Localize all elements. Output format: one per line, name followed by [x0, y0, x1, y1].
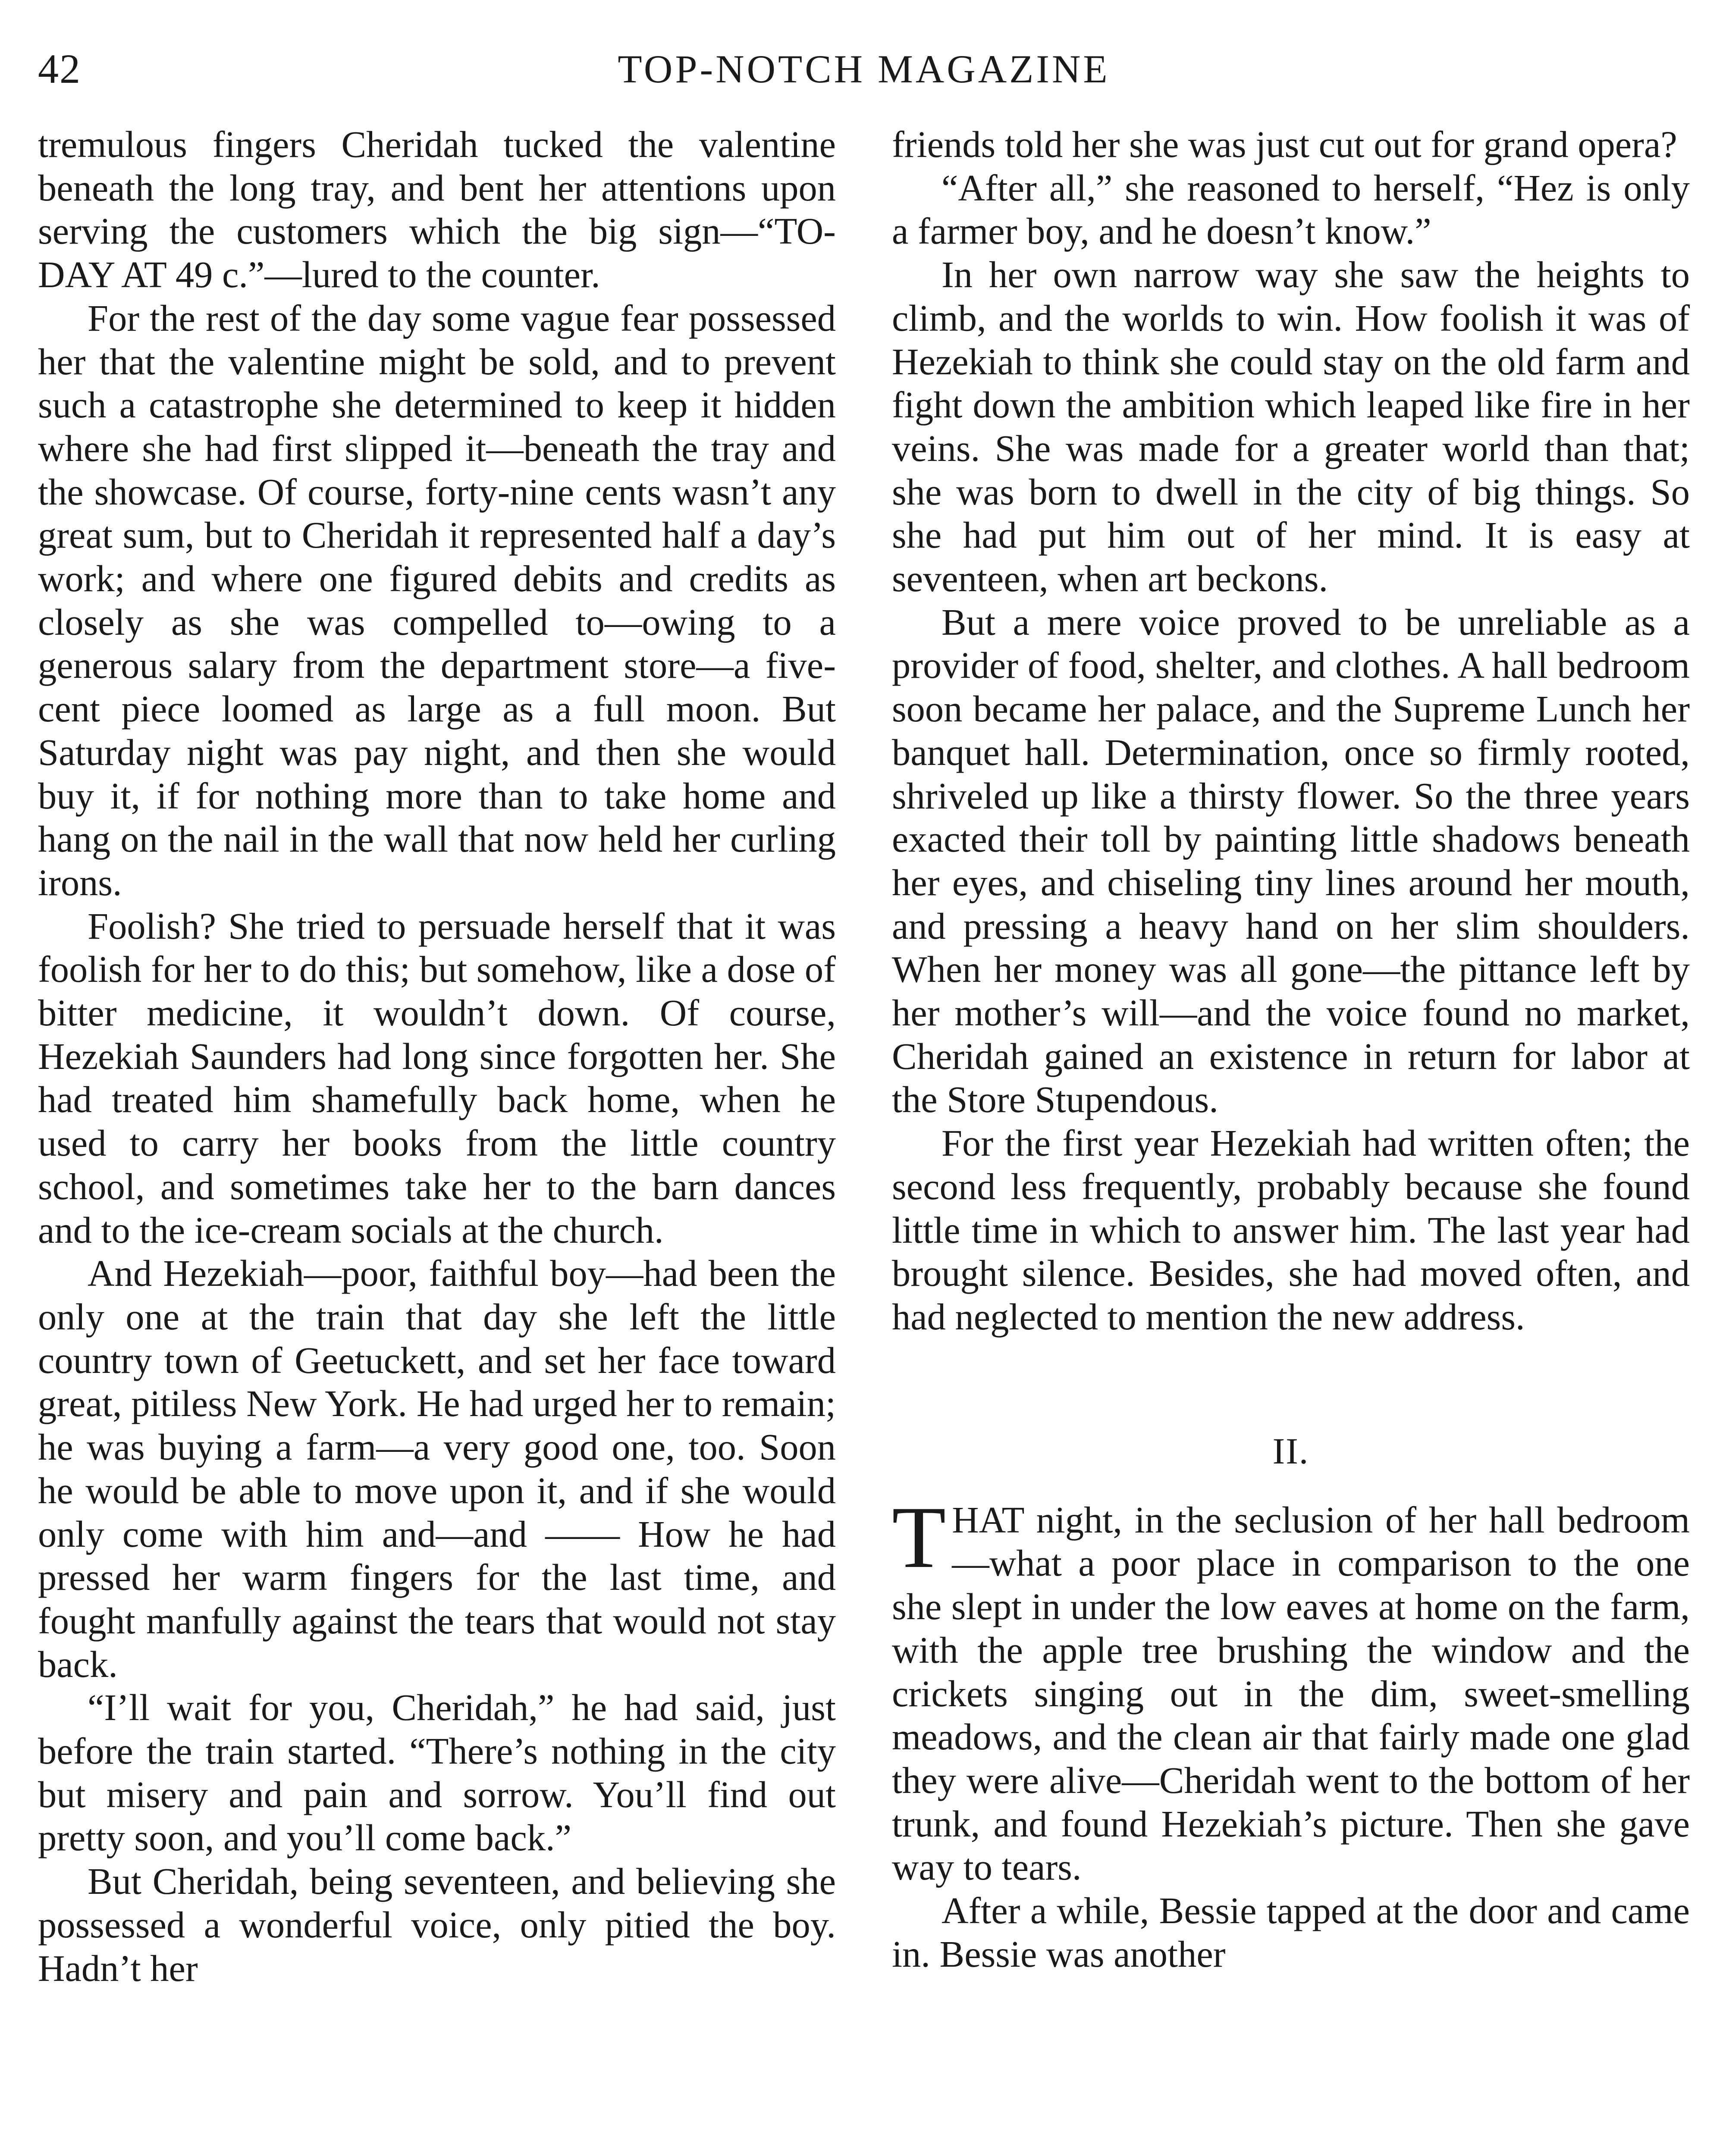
magazine-title: TOP-NOTCH MAGAZINE — [618, 47, 1110, 91]
left-column — [38, 123, 836, 1990]
paragraph: tremulous fingers Cheridah tucked the valentine beneath the long tray, and bent her attentions upon serving the customers which the big sign—“TO-DAY AT 49 c.”—lured to the counter. — [38, 124, 836, 296]
paragraph: In her own narrow way she saw the heights to climb, and the worlds to win. How foolish it was of Hezekiah to think she could stay on the old farm and fight down the ambition which leaped like fire in her veins. She was made for a greater world than that; she was born to dwell in the city of big things. So she had put him out of her mind. It is easy at seventeen, when art beckons. — [892, 254, 1690, 600]
paragraph: For the first year Hezekiah had written often; the second less frequently, probably because she found little time in which to answer him. The last year had brought silence. Besides, she had moved often, and had neglected to mention the new address. — [892, 1122, 1690, 1338]
page-number: 42 — [38, 46, 81, 92]
paragraph: For the rest of the day some vague fear possessed her that the valentine might be sold, and to prevent such a catastrophe she determined to keep it hidden where she had first slipped it—beneath the tray and the showcase. Of course, forty-nine cents wasn’t any great sum, but to Cheridah it represented half a day’s work; and where one figured debits and credits as closely as she was compelled to—owing to a generous salary from the department store—a five-cent piece loomed as large as a full moon. But Saturday night was pay night, and then she would buy it, if for nothing more than to take home and hang on the nail in the wall that now held her curling irons. — [38, 297, 836, 903]
section-heading: II. — [1272, 1430, 1309, 1472]
paragraph: But Cheridah, being seventeen, and believing she possessed a wonderful voice, only pitied the boy. Hadn’t her — [38, 1861, 836, 1989]
paragraph: Foolish? She tried to persuade herself that it was foolish for her to do this; but somehow, like a dose of bitter medicine, it wouldn’t down. Of course, Hezekiah Saunders had long since forgotten her. She had treated him shamefully back home, when he used to carry her books from the little country school, and sometimes take her to the barn dances and to the ice-cream socials at the church. — [38, 905, 836, 1251]
paragraph: But a mere voice proved to be unreliable as a provider of food, shelter, and clothes. A hall bedroom soon became her palace, and the Supreme Lunch her banquet hall. Determination, once so firmly rooted, shriveled up like a thirsty flower. So the three years exacted their toll by painting little shadows beneath her eyes, and chiseling tiny lines around her mouth, and pressing a heavy hand on her slim shoulders. When her money was all gone—the pittance left by her mother’s will—and the voice found no market, Cheridah gained an existence in return for labor at the Store Stupendous. — [892, 601, 1690, 1121]
paragraph-text: HAT night, in the seclusion of her hall bedroom—what a poor place in comparison to the one she slept in under the low eaves at home on the farm, with the apple tree brushing the window and the crickets singing out in the dim, sweet-smelling meadows, and the clean air that fairly made one glad they were alive—Cheridah went to the bottom of her trunk, and found Hezekiah’s picture. Then she gave way to tears. — [892, 1499, 1690, 1888]
drop-cap: T — [892, 1488, 946, 1586]
section-opening-paragraph — [892, 1488, 1690, 1889]
page-header — [38, 43, 1690, 99]
paragraph: “I’ll wait for you, Cheridah,” he had said, just before the train started. “There’s nothing in the city but misery and pain and sorrow. You’ll find out pretty soon, and you’ll come back.” — [38, 1687, 836, 1859]
paragraph: And Hezekiah—poor, faithful boy—had been the only one at the train that day she left the little country town of Geetuckett, and set her face toward great, pitiless New York. He had urged her to remain; he was buying a farm—a very good one, too. Soon he would be able to move upon it, and if she would only come with him and—and —— How he had pressed her warm fingers for the last time, and fought manfully against the tears that would not stay back. — [38, 1253, 836, 1685]
paragraph: After a while, Bessie tapped at the door and came in. Bessie was another — [892, 1890, 1690, 1975]
right-column — [892, 123, 1690, 1976]
paragraph: “After all,” she reasoned to herself, “Hez is only a farmer boy, and he doesn’t know.” — [892, 167, 1690, 252]
paragraph: friends told her she was just cut out for grand opera? — [892, 124, 1677, 165]
